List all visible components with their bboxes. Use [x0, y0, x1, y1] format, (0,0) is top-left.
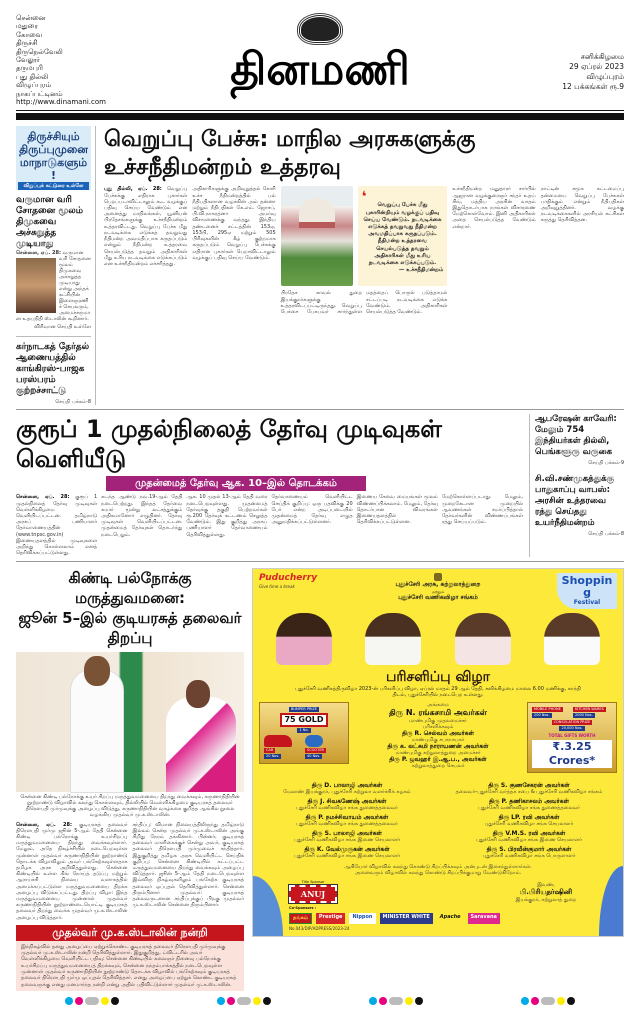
chief-guests [354, 702, 522, 769]
edition: கோவை [16, 30, 43, 39]
sidebar-story-headline[interactable]: வருமான வரி சோதனை மூலம் திமுகவை அச்சுறுத்த முடியாது [16, 195, 83, 250]
promo-title: திருச்சியும் திருப்புமுனை மாநாடுகளும்! [19, 130, 88, 183]
lead-middle [281, 186, 448, 315]
column-text: கடந்த ஆண்டு நவ.19-ஆம் தேதி நடைபெற்றது. இந்தத் தேர்வை சுமார் மூன்று லட்சத்துக்கும் அதிகமானோர் எழுதினர். தேர்வு முடிவுகள் வெளியிடப்பட்டன. முதன்மைத் தேர்வுகள் தொடர்ந்து நடைபெறும். [101, 494, 183, 538]
page-ref: செய்தி பக்கம்-8 [55, 399, 91, 406]
pages-price: 12 பக்கங்கள் ரூ.9 [562, 82, 624, 91]
quote-text: வெறுப்பு பேச்சு மீது புகாரின்றியும் வழக்குப் பதிவு செய்ய வேண்டும். நடவடிக்கை எடுக்கத் தவறுவது நீதிமன்ற அவமதிப்பாக கருதப்படும். நீதிமன்ற உத்தரவை செயல்படுத்த தவறும் அதிகாரிகள் மீது உரிய நடவடிக்கை எடுக்கப்படும். [363, 202, 442, 267]
prizes-left-panel [259, 702, 349, 764]
ad-footer [259, 880, 617, 903]
bumper-prize [264, 707, 344, 733]
sponsor-logo: Prestige [316, 913, 346, 924]
sidebar-story-headline[interactable]: கர்நாடகத் தேர்தல் ஆணையத்தில் காங்கிரஸ்-பாஜக பரஸ்பரம் குற்றச்சாட்டு [16, 342, 90, 397]
registration-marks-row [16, 997, 624, 1005]
left-dignitaries [259, 779, 435, 859]
sidebar-story-body [16, 250, 91, 322]
role: அங்கமை [427, 701, 449, 708]
mobile-prize [532, 707, 571, 718]
guest-name: திரு R. செல்வம் அவர்கள் [401, 729, 475, 737]
date-block [534, 14, 624, 92]
registration-marks [369, 997, 423, 1005]
edition-list [16, 14, 106, 106]
website-link[interactable]: http://www.dinamani.com [16, 98, 106, 107]
column-text: குரூப் 1 முதல்நிலைத் தேர்வு முடிவுகள் வெள்ளிக்கிழமை வெளியிடப்பட்டன. தமிழ்நாடு அரசுப் பணியாளர் தேர்வாணையத்தின் (www.tnpsc.gov.in) இணையதளத்தில் முடிவுகளை அறிந்து கொள்ளலாம் எனத் தெரிவிக்கப்பட்டுள்ளது. [16, 494, 98, 557]
column-text: ஆக. 10 முதல் 13-ஆம் தேதி வரை நடைபெறவுள்ளது. முதன்மைத் தேர்வுக்கு தகுதி பெற்றவர்கள் ரூ.200 தேர்வுக் கட்டணம் செலுத்த வேண்டும். இது குறித்து அரசுப் பணியாளர் தேர்வாணையம் தெரிவித்துள்ளது. [186, 494, 268, 538]
role: மாண்புமிகு சுற்றுலாத்துறை அமைச்சர் [395, 749, 481, 756]
sponsor-logo: MINISTER WHITE [380, 913, 433, 924]
edition: திருச்சி [16, 39, 38, 48]
prize-row [259, 702, 617, 773]
hospital-headline[interactable] [16, 568, 244, 648]
sponsor-logos [289, 913, 591, 924]
brief-headline[interactable]: சி.வி.சண்முகத்துக்கு பாதுகாப்பு வாபஸ்: அரசின் உத்தரவை ரத்து செய்தது உயர்நீதிமன்றம் [535, 474, 615, 529]
guest-photo [544, 613, 600, 665]
role: புதுச்சேரி வணிகவிழா சங்க பொருளாளர் [482, 852, 576, 859]
hospital-columns [16, 822, 244, 921]
edition: விழுப்புரம் [16, 81, 52, 90]
registration-marks [217, 997, 271, 1005]
invitation [259, 864, 617, 876]
role: மாண்புமிகு முதலமைச்சர் [409, 717, 467, 724]
consolation-prize [532, 720, 612, 731]
shopping-festival-logo [557, 573, 617, 609]
person-figure [71, 670, 123, 792]
role: புதுச்சேரி வணிகவிழா சங்க செயலாளர் [484, 820, 574, 827]
invite-line: ஆகியோர் விழாவில் கலந்து கொண்டு சிறப்பிக்கவும் அன்புடன் இசைந்துள்ளார்கள். [344, 863, 532, 870]
tagline: Give time a break [259, 583, 295, 589]
dome-shape [299, 198, 335, 228]
prizes-right-panel [527, 702, 617, 773]
group1-column [186, 494, 267, 556]
divider [16, 336, 91, 337]
guest-photo [276, 613, 332, 665]
column-text: குடியரசுத் தலைவர் திரௌபதி முர்மு ஜூன் 5-ஆம் தேதி சென்னை கிண்டி பல்நோக்கு உயர்சிறப்பு மருத்துவமனையை திறந்து வைக்கவுள்ளார். மேலும், அதே நிகழ்ச்சியில் நடைபெறவுள்ள முன்னாள் முதல்வர் கருணாநிதியின் நூற்றாண்டு தொடக்க விழாவிலும் அவர் பங்கேற்கவுள்ளதாக தமிழக அரசு அறிவித்துள்ளது. சென்னை கிண்டியில் உள்ள கிங் நோய்த் தடுப்பு மற்றும் ஆராய்ச்சி நிலைய வளாகத்தில் அமைக்கப்பட்டுள்ள மருத்துவமனையை திறக்க அழைப்பு விடுக்கப்பட்டது. திறப்பு விழா: இந்த மருத்துவமனையை முன்னாள் முதல்வர் கருணாநிதியின் நூற்றாண்டையொட்டி குடியரசுத் தலைவர் திறந்து வைக்க முதல்வர் மு.க.ஸ்டாலின் அழைப்பு விடுத்தார். [16, 821, 128, 921]
prize-label: BUMPER PRIZE [290, 706, 318, 711]
edition: நாகப்பட்டினம் [16, 89, 63, 98]
story-text: வருமான வரி சோதனை மூலம் திமுகவை அச்சுறுத்த முடியாது என்று அந்தக் கட்சியின் இளைஞரணிச் செயலரும், அமைச்சருமான உதயநிதி ஸ்டாலின் கூறினார். [16, 250, 91, 323]
sponsor-logo: Apache [439, 913, 461, 920]
guest-name: திரு LP. ரவி அவர்கள் [498, 813, 560, 821]
group1-column [442, 494, 523, 556]
logo-text: Shopping [561, 573, 613, 599]
kitchen-prize [573, 707, 612, 718]
group1-story [16, 414, 523, 556]
person-figure [166, 697, 236, 792]
scooter-icon [305, 735, 323, 747]
organiser: புதுச்சேரி அரசு, சுற்றுலாத்துறை [395, 580, 481, 588]
group1-subhead: முதன்மைத் தேர்வு ஆக. 10–இல் தொடக்கம் [106, 476, 366, 491]
car-prize [264, 735, 303, 759]
quote-source: — உச்சநீதிமன்றம் [398, 267, 444, 274]
group1-column [101, 494, 182, 556]
guest-name: திரு S. பிரவீன்குமார் அவர்கள் [486, 845, 572, 853]
right-dignitaries [441, 779, 617, 859]
prize-count: 20,000 Nos. [561, 725, 583, 730]
masthead-rule [16, 113, 624, 120]
prize-count: 200 Nos. [534, 712, 550, 717]
udhayanidhi-photo [16, 258, 56, 313]
column-text: நாட்டின் சமூக கட்டமைப்பு தன்மையை வெறுப்பு பேச்சுகள் பாதிக்கும் என்றும் நீதிபதிகள் அறிவுறுத்தினர். வழக்கு நடவடிக்கைகளில் அரசியல் கட்சிகள் கருத்து தெரிவித்தன. [540, 186, 624, 224]
pull-quote [358, 186, 448, 286]
shopping-festival-ad[interactable] [252, 568, 624, 937]
edition: திருநெல்வேலி [16, 47, 63, 56]
anuj-logo: ANUJ [289, 885, 337, 903]
ad-title: பரிசளிப்பு விழா [386, 668, 490, 685]
dateline: சென்னை, ஏப். 28: [16, 821, 72, 828]
emblem-icon [298, 14, 342, 44]
signoff-name: பி.பிரியதர்ஷினி [519, 887, 573, 896]
bottom-section [16, 568, 624, 991]
lead-column [104, 186, 187, 315]
dignitaries [259, 779, 617, 859]
column-text: சந்திப்பு: விமான நிலையத்திலிருந்து தமிழ்நாடு இல்லம் சென்ற முதல்வர் மு.க.ஸ்டாலின் அங்கு சிறிது நேரம் தங்கினார். பின்னர், குடியரசுத் தலைவர் மாளிகைக்குச் சென்று அவர், குடியரசுத் தலைவர் திரௌபதி முர்முவைச் சந்தித்தார். இதுகுறித்து தமிழக அரசு வெளியிட்ட செய்திக் குறிப்பு: சென்னை கிண்டியில் கட்டப்பட்ட மருத்துவமனையை திறந்து வைக்கவும் அழைப்பு விடுத்தார். ஜூன் 5-ஆம் தேதி நடைபெறவுள்ள இவ்விரு நிகழ்வுகளிலும் பங்கேற்க குடியரசுத் தலைவர் ஒப்புதல் தெரிவித்துள்ளார். சென்னை திரும்பினார் முதல்வர்: குடியரசுத் தலைவருடனான சந்திப்புக்குப் பிறகு முதல்வர் மு.க.ஸ்டாலின் சென்னை திரும்பினார். [132, 821, 244, 909]
co-sponsors-label: Co-Sponsors : [289, 905, 317, 910]
prize-label: CONSOLATION PRIZE [553, 719, 591, 724]
person-figure [186, 680, 210, 708]
role: மேலாண் இயக்குநர், புதுச்சேரி சுற்றுலா வளர்ச்சிக் கழகம் [283, 788, 411, 795]
day: சனிக்கிழமை [580, 52, 624, 61]
page-ref: செய்தி பக்கம்-9 [588, 460, 624, 467]
sponsor-label: Title Sponsor [301, 879, 325, 884]
edition: புது தில்லி [16, 72, 49, 81]
group1-column [271, 494, 352, 556]
role: புதுச்சேரி வணிகவிழா சங்க இணை செயலாளர் [294, 836, 400, 843]
edition: தருமபுரி [16, 64, 43, 73]
group1-column [16, 494, 97, 556]
page-ref: செய்தி பக்கம்-8 [588, 531, 624, 538]
top-section [16, 126, 624, 410]
hospital-column [133, 822, 245, 921]
brief-headline[interactable]: ஆபரேஷன் காவேரி: மேலும் 754 இந்தியர்கள் தில்லி, பெங்களூரு வருகை [535, 414, 617, 458]
sponsor-logo: தங்கம் [289, 913, 312, 924]
logo-text: Festival [573, 598, 601, 606]
page-ref: விரிவான செய்தி உள்ளே [34, 324, 91, 331]
registration-marks [521, 997, 575, 1005]
photo-quote-row [281, 186, 448, 286]
puducherry-logo [259, 573, 319, 589]
column-text: அதிகாரிகளுக்கு அறிவுறுத்தல் கோரி உச்ச நீதிமன்றத்தில் பல் நீதிபதிகளான வழக்கின் அம் தன்னா மற்றும் நீதிபதிகள் கே.எம். ஜோசப், பி.வி.நாகரத்னா அமர்வு விசாரணைக்கு வந்தது. இந்திய தண்டனைச் சட்டத்தின் 153ஏ, 153பி, 295ஏ மற்றும் 505 பிரிவுகளின் கீழ் குற்றமாக கருதப்படும் வெறுப்பு பேச்சுக்கு எதிரான புகார்கள் பெறாவிட்டாலும் வழக்குப் பதிவு செய்ய வேண்டும். [192, 186, 276, 261]
dateline: சென்னை, ஏப். 28: [16, 250, 61, 257]
promo-strip: விறுப்புக் கட்டுரை உள்ளே [18, 182, 89, 190]
sidebar [16, 126, 96, 405]
column-text: பிரதேச காவல் துறை இயக்குநர்களுக்கு உத்தரவிடப்பட்டிருந்தது. வெறுப்பு பேச்சை பேசுபவர் சார்ந்துள்ள மதத்தைப் பொருள் படுத்தாமல் சட்டப்படி நடவடிக்கை எடுக்க வேண்டும். அதிகாரிகள் செயல்படுத்த வேண்டும். [280, 290, 448, 316]
guest-photo [365, 613, 421, 665]
role: புதுச்சேரி வணிகவிழா சங்க துணைத்தலைவர் [478, 804, 580, 811]
prize-count: 1 No. [299, 727, 309, 732]
guest-name: திரு க. லட்சுமி நாராயணன் அவர்கள் [387, 742, 489, 750]
photo-caption: சென்னை கிண்டி பல்நோக்கு உயர் சிறப்பு மருத்துவமனையை திறந்து வைக்கவும், கருணாநிதியின் நூற்றாண்டு விழாவில் கலந்து கொள்ளவும், தில்லியில் வெள்ளிக்கிழமை குடியரசுத் தலைவர் திரௌபதி முர்முவுக்கு அழைப்பு விடுத்து, கருணாநிதியின் வாழ்க்கை குறித்த ஆங்கில நூலை வழங்கிய முதல்வர் மு.க.ஸ்டாலின். [20, 793, 240, 818]
prize-label: KITCHEN WARES [575, 706, 604, 711]
lead-headline[interactable]: வெறுப்பு பேச்சு: மாநில அரசுகளுக்கு உச்சநீதிமன்றம் உத்தரவு [104, 127, 476, 181]
edition: மதுரை [16, 22, 38, 31]
group1-columns [16, 494, 523, 556]
signoff-label: இவண், [537, 881, 555, 888]
prize-count: 2000 Nos. [575, 712, 593, 717]
prize-label: CAR [266, 747, 274, 752]
state-emblem-icon [434, 573, 442, 581]
column-text: மேற்கொள்ளப்படாது. மேலும், முறைகேடான முறையில் ஆவணங்கள் சமர்ப்பித்தால் தேர்வர்களின் விண்ணப்பங்கள் ரத்து செய்யப்படும். [441, 494, 523, 526]
role: புதுச்சேரி வணிகவிழா சங்க துணைத்தலைவர் [296, 804, 398, 811]
headline-line: கிண்டி பல்நோக்கு மருத்துவமனை: [68, 568, 192, 607]
date: 29 ஏப்ரல் 2023 [569, 62, 624, 71]
thanks-title: முதல்வர் மு.க.ஸ்டாலின் நன்றி [16, 925, 244, 941]
role: புதுச்சேரி வணிகவிழா சங்க துணைத்தலைவர் [296, 820, 398, 827]
column-text: இணைய சேவை மையங்கள் மூலம் விண்ணப்பிக்கலாம். மேலும், தேர்வு தொடர்பான விவரங்கள் இணையதளத்தில் தெரிவிக்கப்பட்டுள்ளன. [356, 494, 438, 526]
guest-photos [259, 613, 617, 665]
stalin-murmu-photo [16, 652, 244, 792]
guest-name: திரு D. பாலாஜி அவர்கள் [311, 781, 383, 789]
signoff-role: இயக்குநர், சுற்றுலாத் துறை [515, 896, 577, 903]
co-sponsors [259, 906, 617, 932]
edition: வேலூர் [16, 56, 40, 65]
guest-name: திரு P. ஜவஹர் இ.ஆ.ப., அவர்கள் [389, 755, 487, 763]
masthead [16, 14, 624, 106]
sponsor-logo: Saravana [468, 913, 500, 924]
sponsor-logo: Nippon [349, 913, 375, 924]
quote-icon: ❛ [361, 189, 367, 206]
total-value: ₹.3.25 Crores* [532, 740, 612, 768]
role: பரிசளிக்கவும் [422, 723, 454, 730]
headline-line: ஜூன் 5–இல் குடியரசுத் தலைவர் திறப்பு [18, 608, 242, 647]
ad-description: புதுச்சேரி வணிகத்திருவிழா 2023-ன் பரிசளிப்பு விழா, ஏப்ரல் மாதம் 29 ஆம் தேதி, சனிக்கிழமை மாலை 6.00 மணிக்கு, காந்தி திடல், புதுச்சேரியில் நடைபெற உள்ளது. [295, 685, 581, 698]
ad-reference: No.043/DIP/ADPRESS/2023-24 [289, 925, 350, 931]
ad-organisers [323, 573, 553, 602]
logo-text: தினமணி [230, 44, 410, 95]
guest-name: திரு V.M.S. ரவி அவர்கள் [492, 829, 566, 837]
guest-photo [455, 613, 511, 665]
lead-column [541, 186, 624, 315]
supreme-court-photo [281, 186, 353, 286]
guest-name: திரு N. ரங்கசாமி அவர்கள் [389, 707, 487, 717]
lead-column [192, 186, 275, 315]
car-icon [264, 735, 292, 747]
column-text: வெறுப்பு பேச்சுக்கு எதிராக புகார்கள் பெறப்படாவிட்டாலும் கூட வழக்குப் பதிவு செய்ய வேண்டும் என அனைத்து மாநிலங்கள், யூனியன் பிரதேசங்களுக்கு உச்சநீதிமன்றம் உத்தரவிட்டது. வெறுப்பு பேச்சு மீது நடவடிக்கை எடுக்கத் தவறுவது நீதிமன்ற அவமதிப்பாக கருதப்படும் என்றும் நீதிமன்ற உத்தரவை செயல்படுத்த தவறும் அதிகாரிகள் மீது உரிய நடவடிக்கை எடுக்கப்படும் என உச்சநீதிமன்றம் எச்சரித்தது. [104, 186, 188, 267]
prize-count: 40 Nos. [307, 753, 321, 758]
right-briefs [529, 414, 624, 556]
conjunction: மற்றும் [431, 588, 445, 594]
role: தலைவர்-புதுச்சேரி வர்த்தக சபை & புதுச்சேரி வணிகவிழா சங்கம் [455, 788, 603, 795]
organiser: புதுச்சேரி வணிகவிழா சங்கம் [398, 593, 478, 601]
hospital-story [16, 568, 244, 991]
guest-name: திரு S. குணசேகரன் அவர்கள் [488, 781, 570, 789]
group1-section [16, 414, 624, 561]
role: புதுச்சேரி வணிகவிழா சங்க இணை செயலாளர் [294, 852, 400, 859]
lead-story [104, 126, 624, 405]
guest-name: திரு S. பாலாஜி அவர்கள் [312, 829, 382, 837]
group1-column [357, 494, 438, 556]
prize-label: SCOOTER [307, 747, 324, 752]
guest-name: திரு J. சிவகணேஷ் அவர்கள் [307, 797, 387, 805]
role: புதுச்சேரி வணிகவிழா சங்க இணை செயலாளர் [476, 836, 582, 843]
lead-columns [104, 186, 624, 315]
person-figure [84, 656, 110, 686]
thanks-box: இந்நிகழ்வில் தனது அழைப்பை ஏற்றுக்கொண்ட குடியரசுத் தலைவர் திரௌபதி முர்முவுக்கு முதல்வர் மு.க.ஸ்டாலின் நன்றி தெரிவித்துள்ளார். இதுகுறித்து, ட்விட்டரில் அவர் வெள்ளிக்கிழமை வெளியிட்ட பதிவு: சென்னை கிண்டியில் கலைஞர் நினைவு பல்நோக்கு உயர்சிறப்பு மருத்துவமனையைத் திறக்கவும், சென்னை நந்தம்பாக்கத்தில் நடைபெறவுள்ள முன்னாள் முதல்வர் கருணாநிதியின் நூற்றாண்டு தொடக்க விழாவில் பங்கேற்கவும் குடியரசுத் தலைவர் திரௌபதி முர்மு ஒப்புதல் தெரிவித்தார். எனது அழைப்பை ஏற்றுக் கொண்ட குடியரசுத் தலைவருக்கு எனது மனமார்ந்த நன்றி என்று அதில் பதிவிட்டுள்ளார் முதல்வர் மு.க.ஸ்டாலின். [16, 941, 244, 991]
promo-box[interactable] [16, 126, 91, 190]
edition: சென்னை [16, 14, 46, 22]
prize-count: 20 Nos. [266, 753, 280, 758]
guest-name: திரு K. வேல்முருகன் அவர்கள் [304, 845, 390, 853]
logo-text: Puducherry [259, 572, 318, 583]
role: மாண்புமிகு சபாநாயகர் [411, 736, 465, 743]
lead-column [281, 290, 448, 315]
group1-headline[interactable]: குரூப் 1 முதல்நிலைத் தேர்வு முடிவுகள் வெளியீடு [16, 415, 442, 474]
registration-marks [65, 997, 119, 1005]
hospital-column [16, 822, 128, 921]
column-text: தேர்வாணையம் வெளியிட்ட செய்திக் குறிப்பு: ஒரு பதவிக்கு 20 பேர் என்ற அடிப்படையில் முதன்மைத் தேர்வு எழுத அனுமதிக்கப்பட்டுள்ளனர். [271, 494, 353, 526]
edition-name: விழுப்புரம் [586, 72, 624, 81]
invite-line: அனைவரும் விழாவில் கலந்து கொண்டு சிறப்பிக்குமாறு வேண்டுகிறோம். [354, 869, 522, 876]
ad-header [259, 573, 617, 609]
role: சுற்றுலாத்துறை செயலர் [411, 762, 465, 769]
guest-name: திரு P. நமச்சிவாயம் அவர்கள் [305, 813, 389, 821]
dateline: புது தில்லி, ஏப். 28: [104, 186, 162, 193]
title-sponsor [289, 880, 337, 903]
total-label: TOTAL GIFTS WORTH [548, 732, 596, 738]
signoff [501, 882, 591, 903]
prize-label: MOBILE PHONE [534, 706, 561, 711]
scooter-prize [305, 735, 344, 759]
prize-gold: 75 GOLD [280, 713, 327, 727]
masthead-rule-thin [16, 110, 624, 111]
newspaper-logo [114, 14, 526, 96]
guest-name: திரு P. தணிகாசலம் அவர்கள் [488, 797, 570, 805]
dateline: சென்னை, ஏப். 28: [16, 494, 70, 501]
lead-column [452, 186, 535, 315]
column-text: உச்சநீதிமன்ற மனுதாரர் சார்பில் ஆஜரான வழக்குரைஞர் சந்தர் உதய் சிங், மத்திய அரசின் வாதம் இதுதொடர்பாக நாங்கள் விசாரணை மேற்கொள்வோம். இனி அதிகாரிகள் அதை செயல்படுத்த வேண்டும் என்றார். [452, 186, 536, 230]
